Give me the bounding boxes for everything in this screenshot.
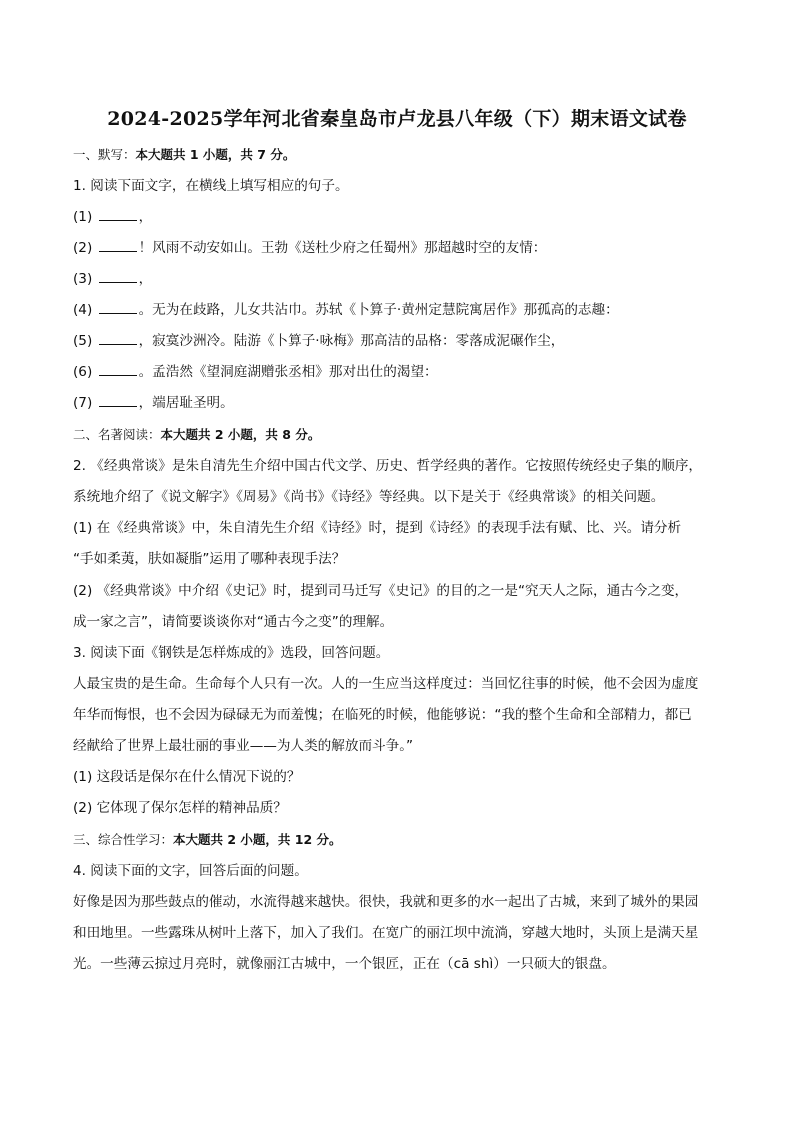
q2-line: 2. 《经典常谈》是朱自清先生介绍中国古代文学、历史、哲学经典的著作。它按照传统经史子集的顺序， (73, 458, 703, 474)
q1-item-1-num: (1) (73, 209, 93, 225)
q1-item-3 (73, 270, 733, 288)
q2-line: 系统地介绍了《说文解字》《周易》《尚书》《诗经》等经典。以下是关于《经典常谈》的相关问题。 (73, 489, 665, 505)
q1-item-3-num: (3) (73, 271, 93, 287)
section-heading-3 (73, 831, 733, 849)
q3-line: 经献给了世界上最壮丽的事业——为人类的解放而斗争。” (73, 738, 414, 754)
q4-line: 好像是因为那些鼓点的催动，水流得越来越快。很快，我就和更多的水一起出了古城，来到了城外的果园 (73, 894, 699, 910)
q1-item-5 (73, 332, 733, 350)
q3-line: 人最宝贵的是生命。生命每个人只有一次。人的一生应当这样度过：当回忆往事的时候，他不会因为虚度 (73, 676, 699, 692)
q1-item-7-text: ，端居耻圣明。 (138, 395, 234, 411)
section-heading-2-desc: 本大题共 2 小题，共 8 分。 (160, 427, 321, 442)
q1-item-6-num: (6) (73, 364, 93, 380)
answer-blank[interactable] (99, 239, 137, 252)
q3-line: 3. 阅读下面《钢铁是怎样炼成的》选段，回答问题。 (73, 645, 390, 661)
q2-line: (2) 《经典常谈》中介绍《史记》时，提到司马迁写《史记》的目的之一是“究天人之际，通古今之变， (73, 583, 689, 599)
section-heading-1 (73, 146, 733, 164)
q1-item-6 (73, 363, 733, 381)
q1-item-2 (73, 239, 733, 257)
answer-blank[interactable] (99, 363, 137, 376)
q2-line: 成一家之言”，请简要谈谈你对“通古今之变”的理解。 (73, 614, 394, 630)
q4-line: 和田地里。一些露珠从树叶上落下，加入了我们。在宽广的丽江坝中流淌，穿越大地时，头顶上是满天星 (73, 925, 699, 941)
q1-item-3-text: ， (138, 271, 153, 287)
q1-item-7-num: (7) (73, 395, 93, 411)
section-heading-2 (73, 426, 733, 444)
q1-item-2-text: ！风雨不动安如山。王勃《送杜少府之任蜀州》那超越时空的友情： (138, 240, 547, 256)
section-heading-3-desc: 本大题共 2 小题，共 12 分。 (173, 832, 342, 847)
q2-line: “手如柔荑，肤如凝脂”运用了哪种表现手法？ (73, 551, 346, 567)
q1-item-1 (73, 208, 733, 226)
q1-item-4-num: (4) (73, 302, 93, 318)
q1-item-1-text: ， (138, 209, 153, 225)
q1-item-4-text: 。无为在歧路，儿女共沾巾。苏轼《卜算子·黄州定慧院寓居作》那孤高的志趣： (138, 302, 619, 318)
q3-line: (1) 这段话是保尔在什么情况下说的？ (73, 769, 301, 785)
q1-item-2-num: (2) (73, 240, 93, 256)
page-title: 2024-2025学年河北省秦皇岛市卢龙县八年级（下）期末语文试卷 (107, 108, 687, 130)
section-heading-1-desc: 本大题共 1 小题，共 7 分。 (135, 147, 296, 162)
q4-line: 光。一些薄云掠过月亮时，就像丽江古城中，一个银匠，正在（cā shì）一只硕大的银盘。 (73, 956, 616, 972)
section-heading-3-label: 三、综合性学习： (73, 832, 174, 847)
q1-item-5-text: ，寂寞沙洲冷。陆游《卜算子·咏梅》那高洁的品格：零落成泥碾作尘， (138, 333, 565, 349)
q4-line: 4. 阅读下面的文字，回答后面的问题。 (73, 863, 308, 879)
section-heading-2-label: 二、名著阅读： (73, 427, 161, 442)
q1-item-7 (73, 394, 733, 412)
q1-item-6-text: 。孟浩然《望洞庭湖赠张丞相》那对出仕的渴望： (138, 364, 438, 380)
section-heading-1-label: 一、默写： (73, 147, 136, 162)
q2-line: (1) 在《经典常谈》中，朱自清先生介绍《诗经》时，提到《诗经》的表现手法有赋、比、兴。请分析 (73, 520, 682, 536)
question-1-stem: 1. 阅读下面文字，在横线上填写相应的句子。 (73, 178, 349, 194)
answer-blank[interactable] (99, 394, 137, 407)
q1-item-4 (73, 301, 733, 319)
q3-line: (2) 它体现了保尔怎样的精神品质？ (73, 800, 287, 816)
answer-blank[interactable] (99, 270, 137, 283)
q3-line: 年华而悔恨，也不会因为碌碌无为而羞愧；在临死的时候，他能够说：“我的整个生命和全部精力，都已 (73, 707, 692, 723)
answer-blank[interactable] (99, 332, 137, 345)
answer-blank[interactable] (99, 301, 137, 314)
q1-item-5-num: (5) (73, 333, 93, 349)
answer-blank[interactable] (99, 208, 137, 221)
